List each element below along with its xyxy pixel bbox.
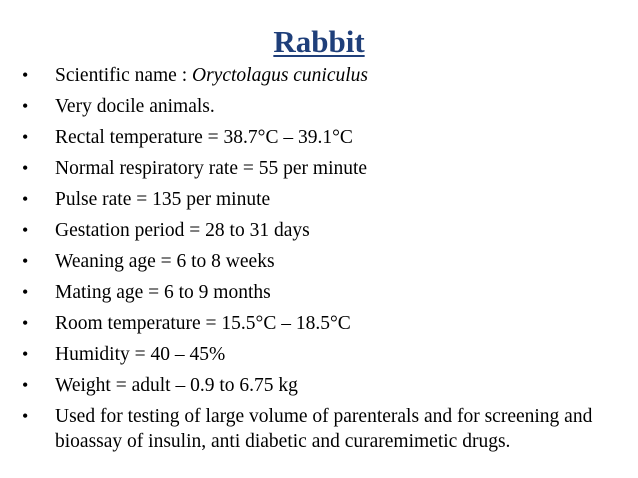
bullet-text: Rectal temperature = 38.7°C – 39.1°C [55, 127, 353, 148]
bullet-item-room-temperature [22, 311, 622, 336]
bullet-item-humidity [22, 342, 622, 367]
bullet-list [22, 63, 622, 460]
bullet-icon: • [22, 127, 29, 147]
bullet-icon: • [22, 344, 29, 364]
bullet-item-mating-age [22, 280, 622, 305]
bullet-text: Humidity = 40 – 45% [55, 344, 226, 365]
bullet-item-scientific-name [22, 63, 622, 88]
bullet-item-gestation-period [22, 218, 622, 243]
bullet-icon: • [22, 158, 29, 178]
bullet-text: Weight = adult – 0.9 to 6.75 kg [55, 375, 298, 396]
bullet-icon: • [22, 406, 29, 426]
bullet-text: Scientific name : [55, 65, 192, 86]
bullet-text: Very docile animals. [55, 96, 215, 117]
bullet-text: Normal respiratory rate = 55 per minute [55, 158, 368, 179]
bullet-text: Weaning age = 6 to 8 weeks [55, 251, 275, 272]
bullet-icon: • [22, 65, 29, 85]
bullet-item-docile [22, 94, 622, 119]
bullet-item-respiratory-rate [22, 156, 622, 181]
bullet-icon: • [22, 189, 29, 209]
bullet-item-weight [22, 373, 622, 398]
bullet-item-pulse-rate [22, 187, 622, 212]
bullet-icon: • [22, 220, 29, 240]
bullet-icon: • [22, 282, 29, 302]
bullet-text: Used for testing of large volume of parenterals and for screening and bioassay of insulin, anti diabetic and curaremimetic drugs. [55, 406, 593, 452]
bullet-text: Mating age = 6 to 9 months [55, 282, 271, 303]
bullet-item-uses [22, 404, 622, 454]
slide-title: Rabbit [273, 24, 365, 59]
bullet-icon: • [22, 251, 29, 271]
bullet-icon: • [22, 96, 29, 116]
bullet-text-italic: Oryctolagus cuniculus [192, 65, 369, 86]
bullet-item-weaning-age [22, 249, 622, 274]
bullet-icon: • [22, 375, 29, 395]
bullet-text: Pulse rate = 135 per minute [55, 189, 271, 210]
bullet-text: Gestation period = 28 to 31 days [55, 220, 310, 241]
bullet-item-rectal-temperature [22, 125, 622, 150]
bullet-icon: • [22, 313, 29, 333]
bullet-text: Room temperature = 15.5°C – 18.5°C [55, 313, 351, 334]
